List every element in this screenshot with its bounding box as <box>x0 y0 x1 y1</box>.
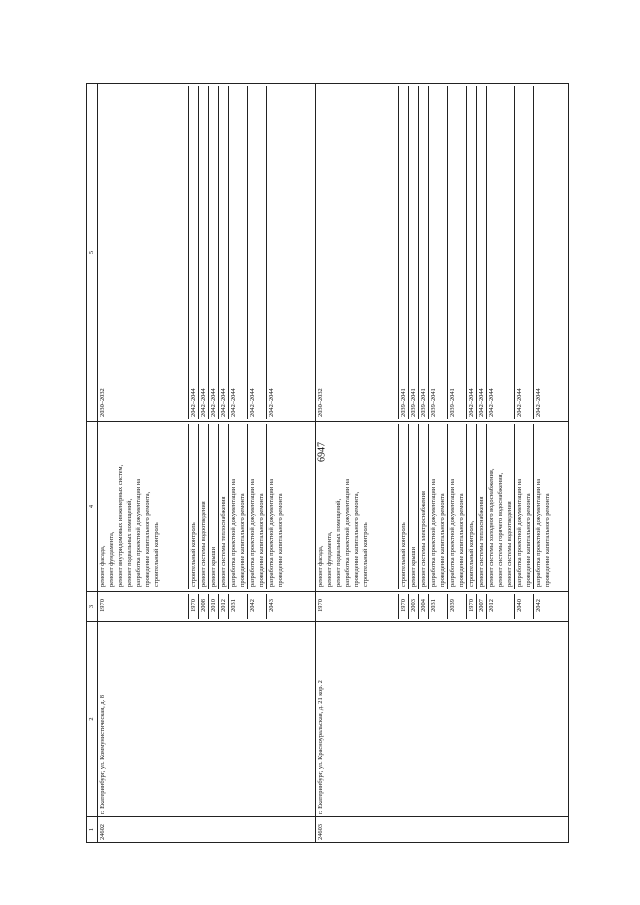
year-cell: 2043 <box>266 594 285 619</box>
work-line: строительный контроль, <box>468 520 475 587</box>
work-line: разработка проектной документации на <box>344 478 351 587</box>
work-line: проведение капитального ремонта <box>525 493 532 587</box>
work-cell <box>447 424 466 589</box>
work-line: ремонт системы теплоснабжения <box>220 496 227 587</box>
work-line: ремонт фундамента, <box>326 531 333 587</box>
year-cell: 1970 <box>398 594 408 619</box>
work-line: проведение капитального ремонта <box>544 493 551 587</box>
header-col-1: 1 <box>87 817 98 843</box>
years-column <box>316 592 569 622</box>
work-line: ремонт крыши <box>410 546 417 587</box>
work-line: проведение капитального ремонта <box>258 493 265 587</box>
period-cell: 2030–2032 <box>99 388 106 417</box>
period-cell: 2039–2041 <box>398 86 408 419</box>
work-cell <box>266 424 285 589</box>
work-line: строительный контроль <box>190 522 197 587</box>
year-cell: 2012 <box>486 594 514 619</box>
work-cell <box>466 424 476 589</box>
year-cell: 2042 <box>247 594 266 619</box>
record-id: 24603 <box>316 817 569 843</box>
page-number: 6947 <box>316 442 328 462</box>
year-cell: 1970 <box>188 594 198 619</box>
period-cell: 2039–2041 <box>418 86 428 419</box>
header-row <box>87 84 98 843</box>
record-row <box>316 84 569 843</box>
period-cell: 2042–2044 <box>228 86 247 419</box>
header-col-3: 3 <box>87 592 98 622</box>
works-column <box>98 422 316 592</box>
year-cell: 2010 <box>208 594 218 619</box>
year-cell: 1970 <box>317 599 324 612</box>
work-cell <box>208 424 218 589</box>
record-address: г. Екатеринбург, ул. Коммунистическая, д. 8 <box>98 622 316 817</box>
year-cell: 2008 <box>198 594 208 619</box>
work-line: разработка проектной документации на <box>249 478 256 587</box>
period-cell: 2039–2041 <box>408 86 418 419</box>
period-cell: 2042–2044 <box>476 86 486 419</box>
period-cell: 2042–2044 <box>514 86 533 419</box>
work-cell <box>316 424 398 589</box>
year-cell: 2031 <box>428 594 447 619</box>
work-cell <box>188 424 198 589</box>
year-cell: 2040 <box>514 594 533 619</box>
header-col-4: 4 <box>87 422 98 592</box>
period-cell: 2039–2041 <box>447 86 466 419</box>
work-line: строительный контроль <box>400 522 407 587</box>
work-line: ремонт фасада, <box>317 545 324 587</box>
work-cell <box>408 424 418 589</box>
work-cell <box>247 424 266 589</box>
work-line: ремонт системы холодного водоснабжения, <box>488 468 495 587</box>
work-line: разработка проектной документации на <box>430 478 437 587</box>
work-line: ремонт подвальных помещений, <box>126 498 133 587</box>
year-cell: 1970 <box>466 594 476 619</box>
work-line: ремонт фундамента, <box>108 531 115 587</box>
year-cell: 2004 <box>418 594 428 619</box>
work-line: разработка проектной документации на <box>449 478 456 587</box>
period-cell: 2042–2044 <box>266 86 285 419</box>
year-cell: 2042 <box>533 594 552 619</box>
work-cell <box>514 424 533 589</box>
work-cell <box>486 424 514 589</box>
work-line: проведение капитального ремонта <box>277 493 284 587</box>
year-cell: 2039 <box>447 594 466 619</box>
period-cell: 2030–2032 <box>317 388 324 417</box>
work-line: строительный контроль <box>153 522 160 587</box>
work-line: ремонт системы горячего водоснабжения, <box>497 472 504 587</box>
work-line: ремонт подвальных помещений, <box>335 498 342 587</box>
work-cell <box>198 424 208 589</box>
work-line: проведение капитального ремонта <box>439 493 446 587</box>
work-cell <box>228 424 247 589</box>
period-cell: 2042–2044 <box>533 86 552 419</box>
work-line: разработка проектной документации на <box>535 478 542 587</box>
record-row <box>98 84 316 843</box>
periods-column <box>98 84 316 422</box>
works-column <box>316 422 569 592</box>
work-cell <box>533 424 552 589</box>
header-col-2: 2 <box>87 622 98 817</box>
capital-repair-table <box>86 83 569 843</box>
rotated-document-table <box>86 83 557 843</box>
record-address: г. Екатеринбург, ул. Красноуральская, д. 21 кор. 2 <box>316 622 569 817</box>
work-line: ремонт системы электроснабжения <box>420 491 427 587</box>
work-line: проведение капитального ремонта, <box>353 491 360 587</box>
work-line: разработка проектной документации на <box>230 478 237 587</box>
work-line: ремонт системы теплоснабжения <box>478 496 485 587</box>
year-cell: 2012 <box>218 594 228 619</box>
period-cell: 2042–2044 <box>466 86 476 419</box>
years-column <box>98 592 316 622</box>
period-cell: 2042–2044 <box>188 86 198 419</box>
work-line: ремонт фасада, <box>99 545 106 587</box>
work-line: строительный контроль <box>362 522 369 587</box>
period-cell: 2042–2044 <box>486 86 514 419</box>
period-cell: 2042–2044 <box>218 86 228 419</box>
work-line: ремонт внутридомовых инженерных систем, <box>117 464 124 587</box>
work-line: разработка проектной документации на <box>516 478 523 587</box>
work-line: проведение капитального ремонта <box>458 493 465 587</box>
year-cell: 2031 <box>228 594 247 619</box>
work-line: разработка проектной документации на <box>268 478 275 587</box>
work-cell <box>218 424 228 589</box>
work-cell <box>398 424 408 589</box>
work-line: разработка проектной документации на <box>135 478 142 587</box>
periods-column <box>316 84 569 422</box>
work-line: проведение капитального ремонта <box>239 493 246 587</box>
work-cell <box>98 424 188 589</box>
header-col-5: 5 <box>87 84 98 422</box>
year-cell: 1970 <box>99 599 106 612</box>
year-cell: 2007 <box>476 594 486 619</box>
work-line: ремонт системы водоотведения <box>506 501 513 587</box>
period-cell: 2042–2044 <box>208 86 218 419</box>
work-cell <box>418 424 428 589</box>
work-line: ремонт системы водоотведения <box>200 501 207 587</box>
work-cell <box>428 424 447 589</box>
year-cell: 2003 <box>408 594 418 619</box>
work-line: ремонт крыши <box>210 546 217 587</box>
period-cell: 2039–2041 <box>428 86 447 419</box>
period-cell: 2042–2044 <box>247 86 266 419</box>
record-id: 24602 <box>98 817 316 843</box>
work-line: проведение капитального ремонта, <box>144 491 151 587</box>
work-cell <box>476 424 486 589</box>
period-cell: 2042–2044 <box>198 86 208 419</box>
